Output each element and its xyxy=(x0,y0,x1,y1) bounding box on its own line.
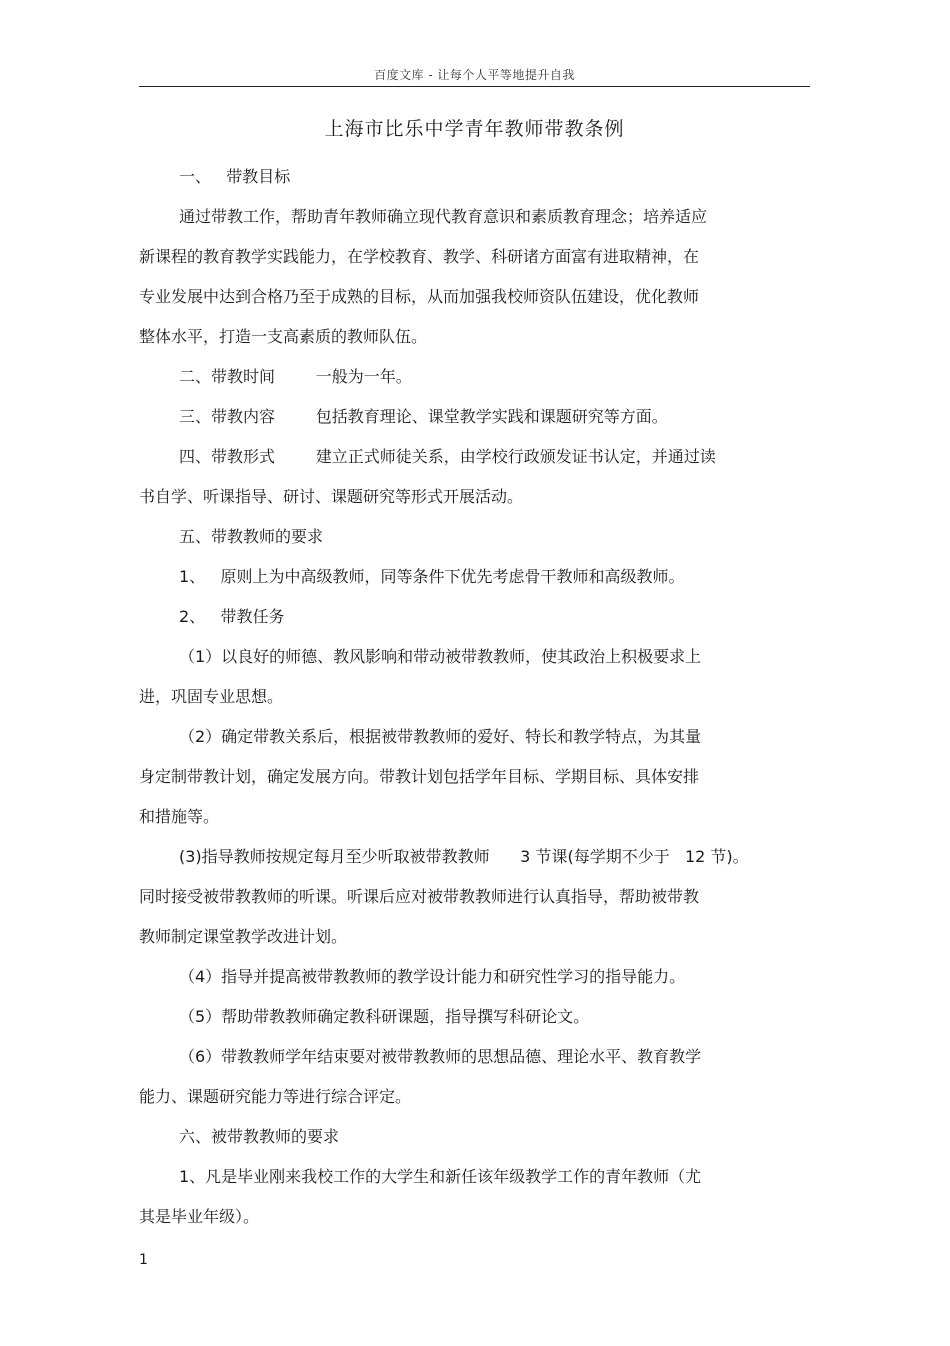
list-item: 1、凡是毕业刚来我校工作的大学生和新任该年级教学工作的青年教师（尤 xyxy=(179,1167,702,1186)
section-heading: 二、带教时间 一般为一年。 xyxy=(179,367,412,386)
paragraph-line: （6）带教教师学年结束要对被带教教师的思想品德、理论水平、教育教学 xyxy=(179,1047,702,1066)
section-heading: 四、带教形式 建立正式师徒关系，由学校行政颁发证书认定，并通过读 xyxy=(179,447,716,466)
list-item: 2、 带教任务 xyxy=(179,607,285,626)
section-heading: 三、带教内容 包括教育理论、课堂教学实践和课题研究等方面。 xyxy=(179,407,668,426)
paragraph-line: （2）确定带教关系后，根据被带教教师的爱好、特长和教学特点，为其量 xyxy=(179,727,702,746)
paragraph-line: （1）以良好的师德、教风影响和带动被带教教师，使其政治上积极要求上 xyxy=(179,647,702,666)
paragraph-line: 书自学、听课指导、研讨、课题研究等形式开展活动。 xyxy=(139,487,524,506)
section-heading: 一、 带教目标 xyxy=(179,167,291,186)
paragraph-line: 身定制带教计划，确定发展方向。带教计划包括学年目标、学期目标、具体安排 xyxy=(139,767,700,786)
section-heading: 五、带教教师的要求 xyxy=(179,527,324,546)
page-header: 百度文库 - 让每个人平等地提升自我 xyxy=(374,68,575,82)
paragraph-line: 整体水平，打造一支高素质的教师队伍。 xyxy=(139,327,428,346)
paragraph-line: 教师制定课堂教学改进计划。 xyxy=(139,927,348,946)
paragraph-line: 同时接受被带教教师的听课。听课后应对被带教教师进行认真指导，帮助被带教 xyxy=(139,887,700,906)
header-divider xyxy=(139,86,810,87)
section-heading: 六、被带教教师的要求 xyxy=(179,1127,340,1146)
paragraph-line: 进，巩固专业思想。 xyxy=(139,687,284,706)
paragraph-line: （4）指导并提高被带教教师的教学设计能力和研究性学习的指导能力。 xyxy=(179,967,686,986)
paragraph-line: 通过带教工作，帮助青年教师确立现代教育意识和素质教育理念；培养适应 xyxy=(179,207,708,226)
paragraph-line: 新课程的教育教学实践能力，在学校教育、教学、科研诸方面富有进取精神，在 xyxy=(139,247,700,266)
paragraph-line: 其是毕业年级）。 xyxy=(139,1207,260,1226)
paragraph-line: 专业发展中达到合格乃至于成熟的目标，从而加强我校师资队伍建设，优化教师 xyxy=(139,287,700,306)
document-title: 上海市比乐中学青年教师带教条例 xyxy=(324,118,625,140)
list-item: 1、 原则上为中高级教师，同等条件下优先考虑骨干教师和高级教师。 xyxy=(179,567,685,586)
paragraph-line: 和措施等。 xyxy=(139,807,220,826)
paragraph-line: (3)指导教师按规定每月至少听取被带教教师 3 节课(每学期不少于 12 节)。 xyxy=(179,847,749,866)
paragraph-line: 能力、课题研究能力等进行综合评定。 xyxy=(139,1087,412,1106)
page-number: 1 xyxy=(139,1252,148,1268)
paragraph-line: （5）帮助带教教师确定教科研课题，指导撰写科研论文。 xyxy=(179,1007,590,1026)
